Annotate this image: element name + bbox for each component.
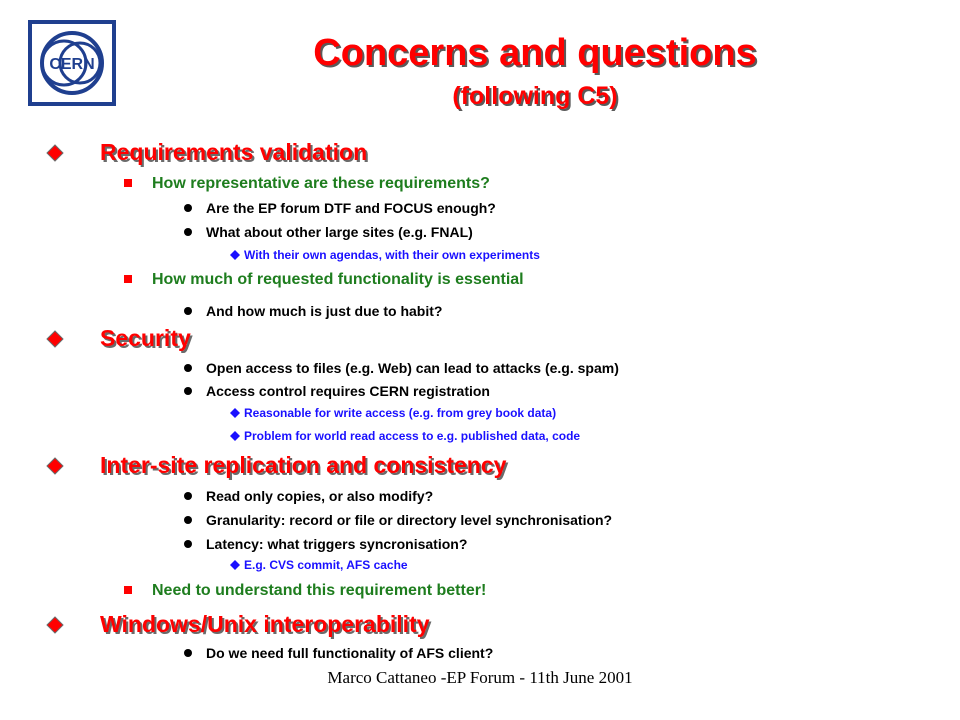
item-text: What about other large sites (e.g. FNAL)	[206, 224, 473, 240]
item-text: Latency: what triggers syncronisation?	[206, 536, 468, 552]
slide-title: Concerns and questions	[313, 32, 757, 74]
cern-logo-text: CERN	[49, 56, 95, 73]
square-bullet-icon	[124, 179, 132, 187]
round-bullet-icon	[184, 307, 192, 315]
diamond-bullet-icon	[44, 456, 66, 476]
item-text: Granularity: record or file or directory level synchronisation?	[206, 512, 613, 528]
small-diamond-bullet-icon	[229, 407, 241, 419]
round-bullet-icon	[184, 364, 192, 372]
item-text: Do we need full functionality of AFS client?	[206, 645, 494, 661]
item-text: Are the EP forum DTF and FOCUS enough?	[206, 200, 496, 216]
section-heading: Inter-site replication and consistency	[100, 452, 507, 478]
item-text: Problem for world read access to e.g. published data, code	[244, 429, 581, 443]
round-bullet-icon	[184, 204, 192, 212]
item-text: Reasonable for write access (e.g. from grey book data)	[244, 406, 557, 420]
round-bullet-icon	[184, 649, 192, 657]
small-diamond-bullet-icon	[229, 559, 241, 571]
round-bullet-icon	[184, 492, 192, 500]
item-text: And how much is just due to habit?	[206, 303, 443, 319]
section-heading: Windows/Unix interoperability	[100, 611, 430, 637]
diamond-bullet-icon	[44, 143, 66, 163]
item-text: Open access to files (e.g. Web) can lead to attacks (e.g. spam)	[206, 360, 619, 376]
small-diamond-bullet-icon	[229, 430, 241, 442]
small-diamond-bullet-icon	[229, 249, 241, 261]
slide-subtitle: (following C5)	[452, 82, 618, 110]
diamond-bullet-icon	[44, 329, 66, 349]
round-bullet-icon	[184, 516, 192, 524]
round-bullet-icon	[184, 540, 192, 548]
item-text: With their own agendas, with their own experiments	[244, 248, 540, 262]
item-text: How representative are these requirements?	[152, 175, 490, 192]
section-heading: Requirements validation	[100, 139, 368, 165]
section-heading: Security	[100, 325, 191, 351]
item-text: How much of requested functionality is essential	[152, 271, 524, 288]
square-bullet-icon	[124, 275, 132, 283]
slide-footer: Marco Cattaneo -EP Forum - 11th June 2001	[327, 668, 633, 687]
item-text: E.g. CVS commit, AFS cache	[244, 558, 408, 572]
item-text: Need to understand this requirement better!	[152, 582, 487, 599]
item-text: Access control requires CERN registration	[206, 383, 490, 399]
square-bullet-icon	[124, 586, 132, 594]
round-bullet-icon	[184, 387, 192, 395]
diamond-bullet-icon	[44, 615, 66, 635]
round-bullet-icon	[184, 228, 192, 236]
item-text: Read only copies, or also modify?	[206, 488, 434, 504]
